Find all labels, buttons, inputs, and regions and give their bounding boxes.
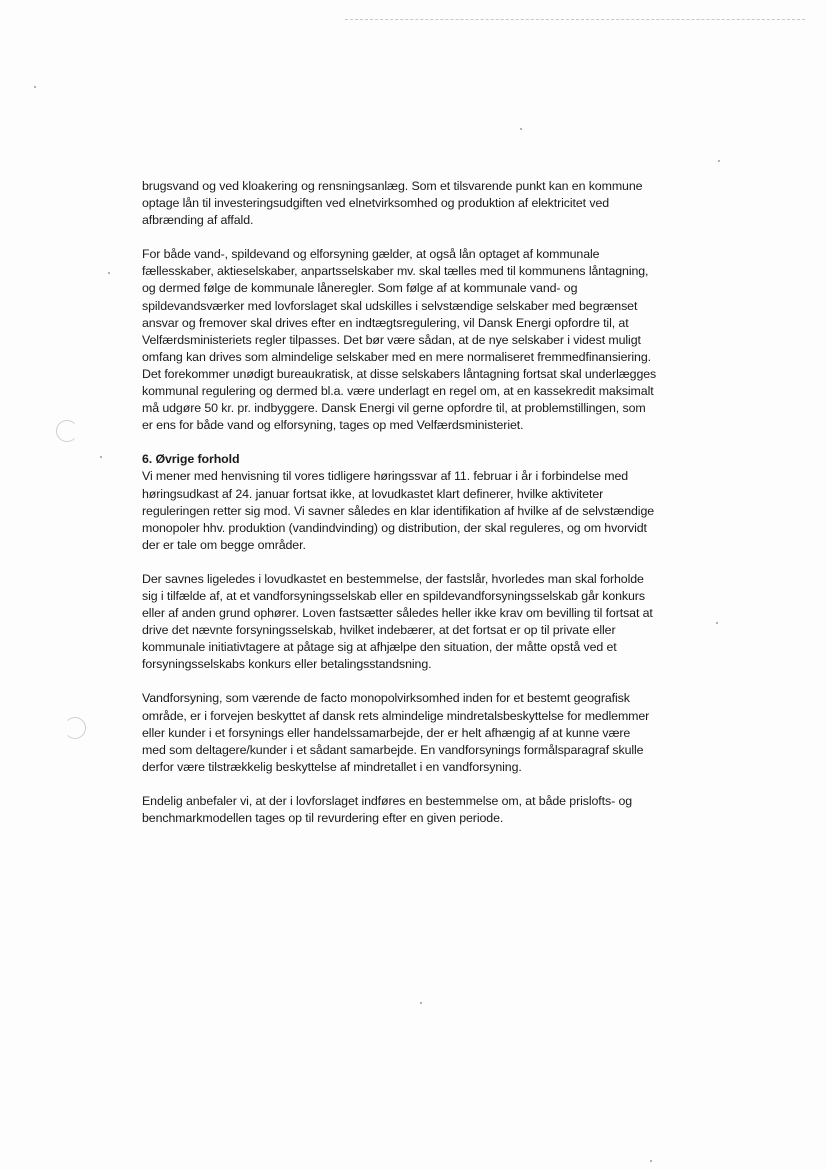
text-line: Vi mener med henvisning til vores tidligere høringssvar af 11. februar i år i forbindelse med bbox=[142, 469, 629, 484]
text-line: benchmarkmodellen tages op til revurdering efter en given periode. bbox=[142, 811, 504, 825]
paragraph bbox=[142, 451, 722, 554]
scan-speck bbox=[34, 86, 36, 88]
text-line: Vandforsyning, som værende de facto monopolvirksomhed inden for et bestemt geografisk bbox=[142, 691, 630, 706]
scan-speck bbox=[108, 272, 110, 274]
paragraph bbox=[142, 246, 722, 434]
text-line: og dermed følge de kommunale låneregler. Som følge af at kommunale vand- og bbox=[142, 281, 578, 296]
text-line: med som deltagere/kunder i et sådant samarbejde. En vandforsynings formålsparagraf skulle bbox=[142, 742, 644, 757]
text-line: Der savnes ligeledes i lovudkastet en bestemmelse, der fastslår, hvorledes man skal forholde bbox=[142, 571, 644, 586]
text-line: må udgøre 50 kr. pr. indbyggere. Dansk Energi vil gerne opfordre til, at problemstillingen, som bbox=[142, 401, 646, 416]
paragraph bbox=[142, 793, 722, 827]
text-line: derfor være tilstrækkelig beskyttelse af mindretallet i en vandforsyning. bbox=[142, 759, 522, 774]
paragraph bbox=[142, 690, 722, 775]
text-line: spildevandsværker med lovforslaget skal udskilles i selvstændige selskaber med begrænset bbox=[142, 298, 638, 313]
paragraph bbox=[142, 178, 722, 229]
scan-top-rule bbox=[345, 19, 805, 20]
text-line: monopoler hhv. produktion (vandindvinding) og distribution, der skal reguleres, og om hvorvidt bbox=[142, 520, 647, 535]
text-line: Det forekommer unødigt bureaukratisk, at disse selskabers låntagning fortsat skal underlægges bbox=[142, 366, 657, 381]
text-line: ansvar og fremover skal drives efter en indtægtsregulering, vil Dansk Energi opfordre til, at bbox=[142, 315, 629, 330]
text-line: For både vand-, spildevand og elforsyning gælder, at også lån optaget af kommunale bbox=[142, 247, 600, 262]
text-line: eller kunder i et forsynings eller handelssamarbejde, der er helt afhængig af at kunne være bbox=[142, 725, 631, 740]
scan-speck bbox=[520, 128, 522, 130]
text-line: Endelig anbefaler vi, at der i lovforslaget indføres en bestemmelse om, at både prislofts- og bbox=[142, 793, 633, 808]
text-line: brugsvand og ved kloakering og rensningsanlæg. Som et tilsvarende punkt kan en kommune bbox=[142, 179, 643, 193]
text-line: afbrænding af affald. bbox=[142, 213, 254, 228]
punch-hole-mark bbox=[56, 420, 78, 442]
text-line: der er tale om begge områder. bbox=[142, 537, 306, 552]
paragraph bbox=[142, 571, 722, 674]
punch-hole-mark bbox=[64, 717, 86, 739]
text-line: sig i tilfælde af, at et vandforsyningsselskab eller en spildevandforsyningsselskab går konkurs bbox=[142, 588, 645, 603]
text-line: fællesskaber, aktieselskaber, anpartsselskaber mv. skal tælles med til kommunens låntagning, bbox=[142, 264, 649, 279]
scan-speck bbox=[100, 456, 102, 458]
text-line: omfang kan drives som almindelige selskaber med en mere normaliseret fremmedfinansiering. bbox=[142, 349, 651, 364]
text-line: optage lån til investeringsudgiften ved elnetvirksomhed og produktion af elektricitet ved bbox=[142, 196, 610, 211]
text-line: kommunal regulering og dermed bl.a. være underlagt en regel om, at en kassekredit maksimalt bbox=[142, 384, 654, 399]
text-line: er ens for både vand og elforsyning, tages op med Velfærdsministeriet. bbox=[142, 418, 524, 433]
text-line: høringsudkast af 24. januar fortsat ikke, at lovudkastet klart definerer, hvilke aktiviteter bbox=[142, 486, 604, 501]
document-body bbox=[142, 178, 722, 844]
text-line: kommunale initiativtagere at påtage sig at afhjælpe den situation, der måtte opstå ved et bbox=[142, 640, 617, 655]
text-line: forsyningsselskabs konkurs eller betalingsstandsning. bbox=[142, 657, 432, 672]
scan-speck bbox=[718, 160, 720, 162]
section-heading: 6. Øvrige forhold bbox=[142, 452, 240, 467]
text-line: eller af anden grund ophører. Loven fastsætter således heller ikke krav om bevilling til fortsat at bbox=[142, 606, 653, 621]
scan-speck bbox=[420, 1002, 422, 1004]
text-line: drive det nævnte forsyningsselskab, hvilket indebærer, at det fortsat er op til private eller bbox=[142, 623, 616, 638]
text-line: reguleringen retter sig mod. Vi savner således en klar identifikation af hvilke af de selvstændige bbox=[142, 503, 655, 518]
scan-speck bbox=[650, 1160, 652, 1162]
text-line: Velfærdsministeriets regler tilpasses. Det bør være sådan, at de nye selskaber i videst muligt bbox=[142, 332, 641, 347]
text-line: område, er i forvejen beskyttet af dansk rets almindelige mindretalsbeskyttelse for medlemmer bbox=[142, 708, 650, 723]
